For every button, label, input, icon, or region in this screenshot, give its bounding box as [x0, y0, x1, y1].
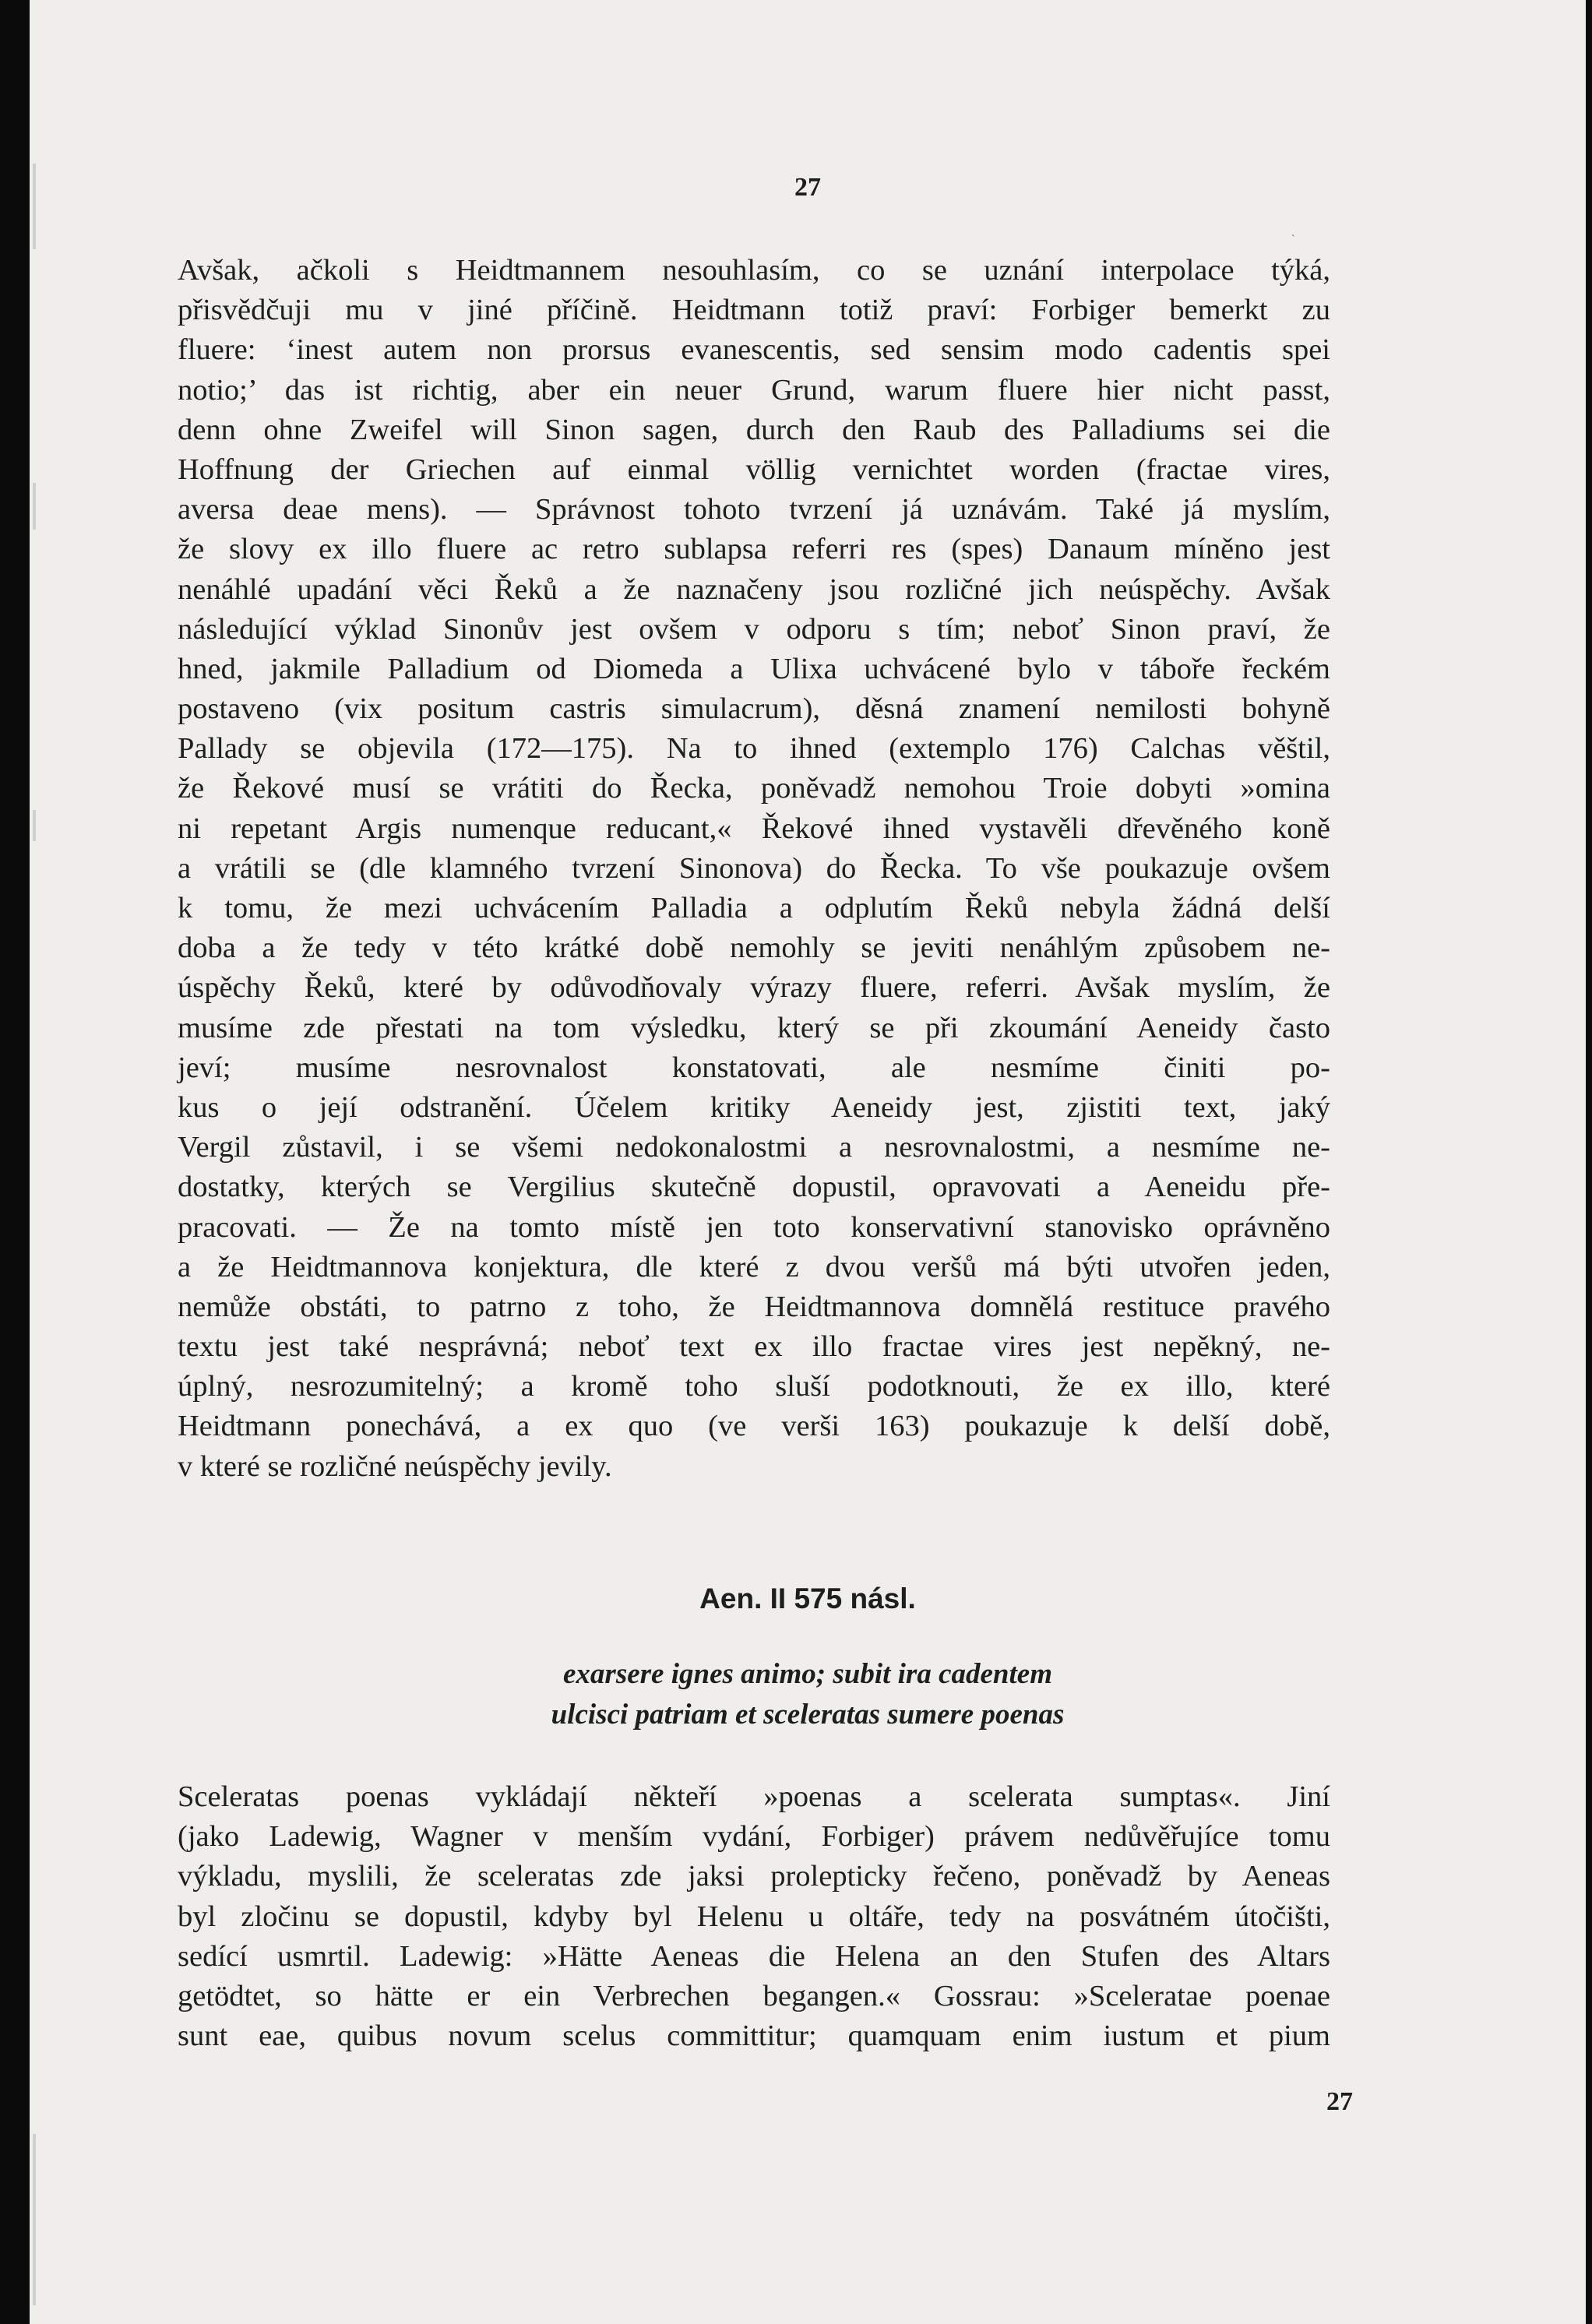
text-line: musíme zde přestati na tom výsledku, který se při zkoumání Aeneidy často: [178, 1011, 1330, 1044]
text-line: kus o její odstranění. Účelem kritiky Aeneidy jest, zjistiti text, jaký: [178, 1090, 1330, 1124]
text-line: výkladu, myslili, že sceleratas zde jaksi prolepticky řečeno, poněvadž by Aeneas: [178, 1860, 1330, 1893]
page-number-top: 27: [794, 173, 821, 202]
section-heading: Aen. II 575 násl.: [699, 1583, 916, 1614]
scan-edge-line: [33, 483, 36, 530]
page-number-bottom: 27: [1326, 2087, 1353, 2116]
text-line: getödtet, so hätte er ein Verbrechen begangen.« Gossrau: »Sceleratae poenae: [178, 1979, 1330, 2012]
paragraph-2-text: [178, 1777, 1330, 2056]
text-line: byl zločinu se dopustil, kdyby byl Helenu u oltáře, tedy na posvátném útočišti,: [178, 1900, 1330, 1933]
document-page: [30, 0, 1586, 2324]
text-line: sunt eae, quibus novum scelus committitur; quamquam enim iustum et pium: [178, 2019, 1330, 2053]
scan-edge-line: [33, 810, 36, 841]
text-line: k tomu, že mezi uchvácením Palladia a odplutím Řeků nebyla žádná delší: [178, 892, 1330, 924]
text-line: úplný, nesrozumitelný; a kromě toho sluší podotknouti, že ex illo, které: [178, 1370, 1330, 1403]
text-line: že slovy ex illo fluere ac retro sublapsa referri res (spes) Danaum míněno jest: [178, 533, 1330, 566]
text-line: dostatky, kterých se Vergilius skutečně dopustil, opravovati a Aeneidu pře-: [178, 1171, 1330, 1204]
text-line: Vergil zůstavil, i se všemi nedokonalostmi a nesrovnalostmi, a nesmíme ne-: [178, 1131, 1330, 1164]
scan-edge-line: [33, 2134, 36, 2305]
text-line: následující výklad Sinonův jest ovšem v odporu s tím; neboť Sinon praví, že: [178, 612, 1330, 646]
text-line: v které se rozličné neúspěchy jevily.: [178, 1449, 612, 1483]
text-line: nemůže obstáti, to patrno z toho, že Heidtmannova domnělá restituce pravého: [178, 1290, 1330, 1323]
verse-line: ulcisci patriam et sceleratas sumere poenas: [551, 1699, 1065, 1731]
text-line: fluere: ‘inest autem non prorsus evanescentis, sed sensim modo cadentis spei: [178, 333, 1330, 367]
text-line: (jako Ladewig, Wagner v menším vydání, Forbiger) právem nedůvěřujíce tomu: [178, 1820, 1330, 1854]
verse-line: exarsere ignes animo; subit ira cadentem: [563, 1658, 1052, 1690]
text-line: nenáhlé upadání věci Řeků a že naznačeny jsou rozličné jich neúspěchy. Avšak: [178, 572, 1330, 606]
text-line: Pallady se objevila (172—175). Na to ihned (extemplo 176) Calchas věštil,: [178, 732, 1330, 766]
text-line: přisvědčuji mu v jiné příčině. Heidtmann totiž praví: Forbiger bemerkt zu: [178, 294, 1330, 327]
scan-mark: ˋ: [1291, 234, 1295, 245]
text-line: jeví; musíme nesrovnalost konstatovati, ale nesmíme činiti po-: [178, 1051, 1330, 1084]
text-line: textu jest také nesprávná; neboť text ex illo fractae vires jest nepěkný, ne-: [178, 1330, 1330, 1364]
text-line: doba a že tedy v této krátké době nemohly se jeviti nenáhlým způsobem ne-: [178, 931, 1330, 965]
paragraph-1-text: [178, 251, 1330, 1487]
text-line: Sceleratas poenas vykládají někteří »poenas a scelerata sumptas«. Jiní: [178, 1780, 1330, 1813]
text-line: notio;’ das ist richtig, aber ein neuer Grund, warum fluere hier nicht passt,: [178, 373, 1330, 407]
paragraph-2: [178, 1777, 1330, 2056]
text-line: že Řekové musí se vrátiti do Řecka, poněvadž nemohou Troie dobyti »omina: [178, 772, 1330, 805]
text-line: ni repetant Argis numenque reducant,« Řekové ihned vystavěli dřevěného koně: [178, 812, 1330, 845]
text-line: aversa deae mens). — Správnost tohoto tvrzení já uznávám. Také já myslím,: [178, 493, 1330, 526]
text-line: hned, jakmile Palladium od Diomeda a Ulixa uchvácené bylo v táboře řeckém: [178, 652, 1330, 685]
text-line: a vrátili se (dle klamného tvrzení Sinonova) do Řecka. To vše poukazuje ovšem: [178, 851, 1330, 885]
paragraph-1: [178, 251, 1330, 1487]
text-line: pracovati. — Že na tomto místě jen toto konservativní stanovisko oprávněno: [178, 1210, 1330, 1244]
text-line: Heidtmann ponechává, a ex quo (ve verši 163) poukazuje k delší době,: [178, 1410, 1330, 1443]
text-line: Avšak, ačkoli s Heidtmannem nesouhlasím, co se uznání interpolace týká,: [178, 254, 1330, 287]
text-line: postaveno (vix positum castris simulacrum), děsná znamení nemilosti bohyně: [178, 692, 1330, 726]
text-line: úspěchy Řeků, které by odůvodňovaly výrazy fluere, referri. Avšak myslím, že: [178, 971, 1330, 1005]
text-line: Hoffnung der Griechen auf einmal völlig vernichtet worden (fractae vires,: [178, 452, 1330, 486]
text-line: denn ohne Zweifel will Sinon sagen, durch den Raub des Palladiums sei die: [178, 413, 1330, 446]
text-line: sedící usmrtil. Ladewig: »Hätte Aeneas die Helena an den Stufen des Altars: [178, 1939, 1330, 1973]
text-line: a že Heidtmannova konjektura, dle které z dvou veršů má býti utvořen jeden,: [178, 1250, 1330, 1283]
